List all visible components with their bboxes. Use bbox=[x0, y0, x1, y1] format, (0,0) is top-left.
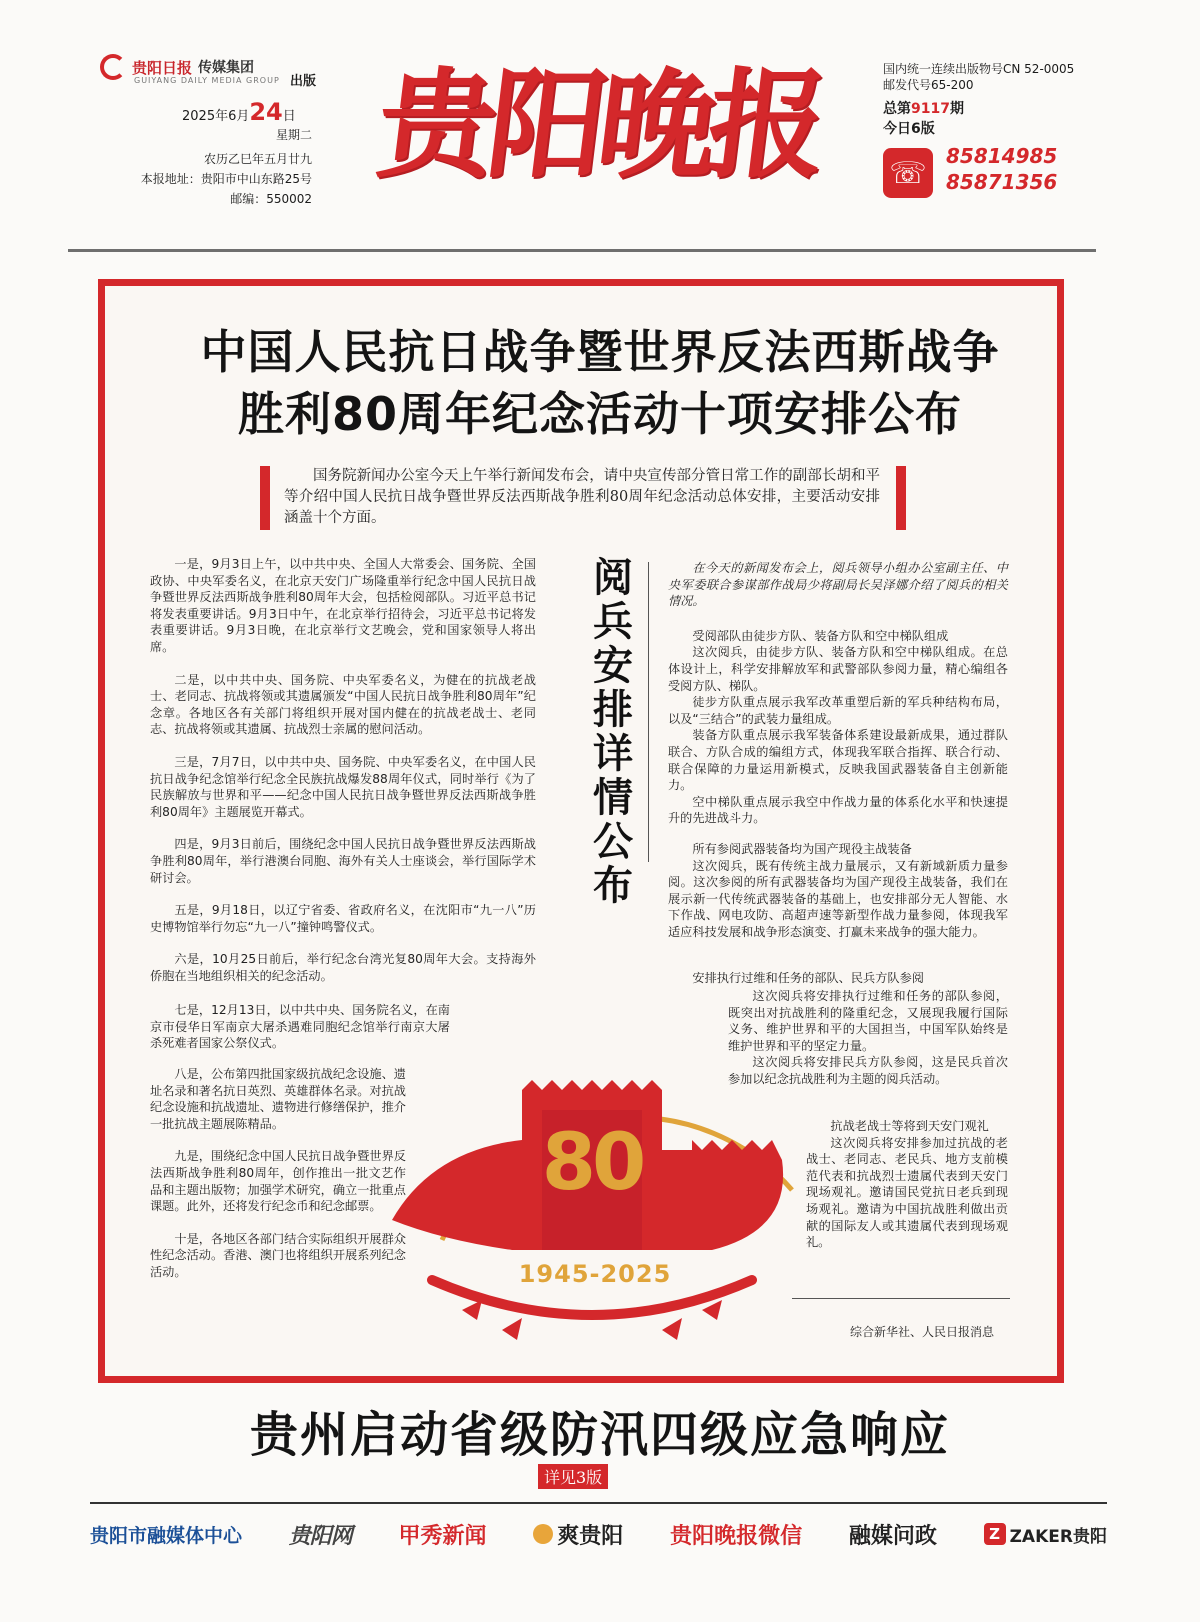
date-suffix: 日 bbox=[282, 109, 296, 124]
section-heading-4: 抗战老战士等将到天安门观礼 bbox=[830, 1119, 989, 1133]
address: 本报地址：贵阳市中山东路25号 bbox=[140, 172, 312, 186]
brand-guiyang-media-center[interactable]: 贵阳市融媒体中心 bbox=[90, 1524, 243, 1547]
masthead-divider bbox=[68, 249, 1096, 252]
brand-shuang-guiyang[interactable]: 爽贵阳 bbox=[533, 1519, 623, 1550]
section-4-para-1: 这次阅兵将安排参加过抗战的老战士、老同志、老民兵、地方支前模范代表和抗战烈士遗属代表到天安门现场观礼。邀请国民党抗日老兵到现场观礼。邀请为中国抗战胜利做出贡献的国际友人或其遗属代表到现场观礼。 bbox=[806, 1135, 1008, 1250]
newspaper-title: 贵阳晚报 bbox=[370, 55, 828, 194]
footer-brands bbox=[90, 1514, 1107, 1554]
arrangement-2: 二是，以中共中央、国务院、中央军委名义，为健在的抗战老战士、老同志、抗战将领或其遗属颁发“中国人民抗日战争胜利80周年”纪念章。各地区各有关部门将组织开展对国内健在的抗战老战士、老同志、抗战将领或其遗属、抗战烈士亲属的慰问活动。 bbox=[150, 672, 536, 737]
lunar-date: 农历乙巳年五月廿九 bbox=[203, 152, 312, 166]
phone-number-1: 85814985 bbox=[946, 144, 1058, 168]
arrangement-8: 八是，公布第四批国家级抗战纪念设施、遗址名录和著名抗日英烈、英雄群体名录。对抗战纪念设施和抗战遗址、遗物进行修缮保护，推介一批抗战主题展陈精品。 bbox=[150, 1067, 406, 1131]
section-1-para-4: 空中梯队重点展示我空中作战力量的体系化水平和快速提升的先进战斗力。 bbox=[668, 794, 1008, 826]
arrangement-6: 六是，10月25日前后，举行纪念台湾光复80周年大会。支持海外侨胞在当地组织相关的纪念活动。 bbox=[150, 952, 536, 983]
section-2-para-1: 这次阅兵，既有传统主战力量展示，又有新域新质力量参阅。这次参阅的所有武器装备均为国产现役主战装备，我们在展示新一代传统武器装备的基础上，也安排部分无人智能、水下作战、网电攻防、高超声速等新型作战力量参阅，体现我军适应科技发展和战争形态演变、打赢未来战争的强大能力。 bbox=[668, 858, 1008, 939]
lead-bar-right bbox=[896, 466, 906, 530]
parade-intro: 在今天的新闻发布会上，阅兵领导小组办公室副主任、中央军委联合参谋部作战局少将副局长吴泽娜介绍了阅兵的相关情况。 bbox=[668, 561, 1008, 609]
feature-headline-line2: 胜利80周年纪念活动十项安排公布 bbox=[237, 387, 962, 441]
section-3-para-2: 这次阅兵将安排民兵方队参阅，这是民兵首次参加以纪念抗战胜利为主题的阅兵活动。 bbox=[728, 1055, 1008, 1086]
arrangement-3: 三是，7月7日，以中共中央、国务院、中央军委名义，在中国人民抗日战争纪念馆举行纪念全民族抗战爆发88周年仪式，同时举行《为了民族解放与世界和平——纪念中国人民抗日战争暨世界反法西斯战争胜利80周年》主题展览开幕式。 bbox=[150, 754, 536, 819]
section-heading-1: 受阅部队由徒步方队、装备方队和空中梯队组成 bbox=[692, 628, 949, 643]
right-column bbox=[668, 560, 1008, 954]
issue-date bbox=[182, 98, 296, 126]
publisher-suffix: 出版 bbox=[290, 74, 317, 89]
news-source: 综合新华社、人民日报消息 bbox=[850, 1325, 995, 1339]
section-heading-3: 安排执行过维和任务的部队、民兵方队参阅 bbox=[692, 971, 924, 985]
vertical-subtitle: 阅兵安排详情公布 bbox=[593, 554, 633, 909]
publisher-name: 贵阳日报 bbox=[132, 58, 193, 77]
footer-divider bbox=[90, 1502, 1107, 1504]
feature-headline-line1: 中国人民抗日战争暨世界反法西斯战争 bbox=[200, 325, 1000, 379]
zaker-icon: Z bbox=[984, 1523, 1006, 1545]
date-day: 24 bbox=[249, 98, 283, 126]
publisher-group: 传媒集团 bbox=[198, 60, 255, 76]
publisher-english: GUIYANG DAILY MEDIA GROUP bbox=[134, 76, 280, 85]
source-divider bbox=[792, 1298, 1010, 1299]
arrangement-1: 一是，9月3日上午，以中共中央、全国人大常委会、国务院、全国政协、中央军委名义，在北京天安门广场隆重举行纪念中国人民抗日战争暨世界反法西斯战争胜利80周年大会，包括检阅部队。习近平总书记将发表重要讲话。9月3日中午，在北京举行招待会，习近平总书记将发表重要讲话。9月3日晚，在北京举行文艺晚会，党和国家领导人将出席。 bbox=[150, 557, 536, 654]
right-column-bottom bbox=[806, 1118, 1008, 1251]
secondary-headline[interactable]: 贵州启动省级防汛四级应急响应 bbox=[249, 1407, 950, 1463]
left-column-narrow-2 bbox=[150, 1066, 406, 1297]
page-count: 今日6版 bbox=[883, 121, 935, 137]
phone-number-2: 85871356 bbox=[946, 170, 1058, 194]
section-3-para-1: 这次阅兵将安排执行过维和任务的部队参阅，既突出对抗战胜利的隆重纪念，又展现我履行国际义务、维护世界和平的大国担当，中国军队始终是维护世界和平的坚定力量。 bbox=[728, 989, 1008, 1053]
arrangement-7: 七是，12月13日，以中共中央、国务院名义，在南京市侵华日军南京大屠杀遇难同胞纪念馆举行南京大屠杀死难者国家公祭仪式。 bbox=[150, 1003, 450, 1051]
publisher-logo-icon bbox=[100, 54, 126, 80]
section-1-para-1: 这次阅兵，由徒步方队、装备方队和空中梯队组成。在总体设计上，科学安排解放军和武警部队参阅力量，精心编组各受阅方队、梯队。 bbox=[668, 645, 1008, 693]
arrangement-9: 九是，围绕纪念中国人民抗日战争暨世界反法西斯战争胜利80周年，创作推出一批文艺作品和主题出版物；加强学术研究，确立一批重点课题。此外，还将发行纪念币和纪念邮票。 bbox=[150, 1149, 406, 1214]
brand-evening-wechat[interactable]: 贵阳晚报微信 bbox=[670, 1522, 803, 1549]
left-column bbox=[150, 556, 536, 1000]
weekday: 星期二 bbox=[275, 128, 312, 142]
brand-guiyang-net[interactable]: 贵阳网 bbox=[288, 1523, 352, 1549]
date-prefix: 2025年6月 bbox=[182, 109, 250, 124]
emblem-number: 80 bbox=[541, 1118, 643, 1208]
lead-paragraph: 国务院新闻办公室今天上午举行新闻发布会，请中央宣传部分管日常工作的副部长胡和平等介绍中国人民抗日战争暨世界反法西斯战争胜利80周年纪念活动总体安排，主要活动安排涵盖十个方面。 bbox=[284, 468, 880, 526]
arrangement-4: 四是，9月3日前后，围绕纪念中国人民抗日战争暨世界反法西斯战争胜利80周年，举行港澳台同胞、海外有关人士座谈会，举行国际学术研讨会。 bbox=[150, 837, 536, 885]
cn-number: 国内统一连续出版物号CN 52-0005 bbox=[883, 62, 1075, 76]
brand-jiaxiu-news[interactable]: 甲秀新闻 bbox=[398, 1522, 487, 1549]
phone-icon: ☏ bbox=[883, 148, 933, 198]
lead-bar-left bbox=[260, 466, 270, 530]
brand-rongmei-wenzheng[interactable]: 融媒问政 bbox=[848, 1522, 937, 1549]
section-heading-2: 所有参阅武器装备均为国产现役主战装备 bbox=[692, 841, 912, 856]
issue-number bbox=[883, 98, 964, 118]
arrangement-10: 十是，各地区各部门结合实际组织开展群众性纪念活动。香港、澳门也将组织开展系列纪念活动。 bbox=[150, 1231, 406, 1279]
emblem-years: 1945-2025 bbox=[518, 1260, 672, 1288]
postal-code: 邮发代号65-200 bbox=[883, 78, 974, 92]
issue-suffix: 期 bbox=[949, 101, 964, 117]
right-column-lower bbox=[668, 970, 1008, 987]
column-divider bbox=[648, 562, 649, 862]
issue-value: 9117 bbox=[911, 101, 950, 117]
issue-prefix: 总第 bbox=[883, 101, 911, 117]
postcode: 邮编：550002 bbox=[230, 192, 312, 206]
see-page-link[interactable]: 详见3版 bbox=[538, 1464, 608, 1489]
section-1-para-3: 装备方队重点展示我军装备体系建设最新成果，通过群队联合、方队合成的编组方式，体现我军联合指挥、联合行动、联合保障的力量运用新模式，反映我国武器装备自主创新能力。 bbox=[668, 728, 1008, 793]
brand-zaker-guiyang[interactable]: Z ZAKER贵阳 bbox=[984, 1522, 1107, 1547]
section-1-para-2: 徒步方队重点展示我军改革重塑后新的军兵种结构布局，以及“三结合”的武装力量组成。 bbox=[668, 695, 1008, 726]
shuang-guiyang-icon bbox=[533, 1524, 553, 1544]
arrangement-5: 五是，9月18日，以辽宁省委、省政府名义，在沈阳市“九一八”历史博物馆举行勿忘“九一八”撞钟鸣警仪式。 bbox=[150, 903, 536, 934]
